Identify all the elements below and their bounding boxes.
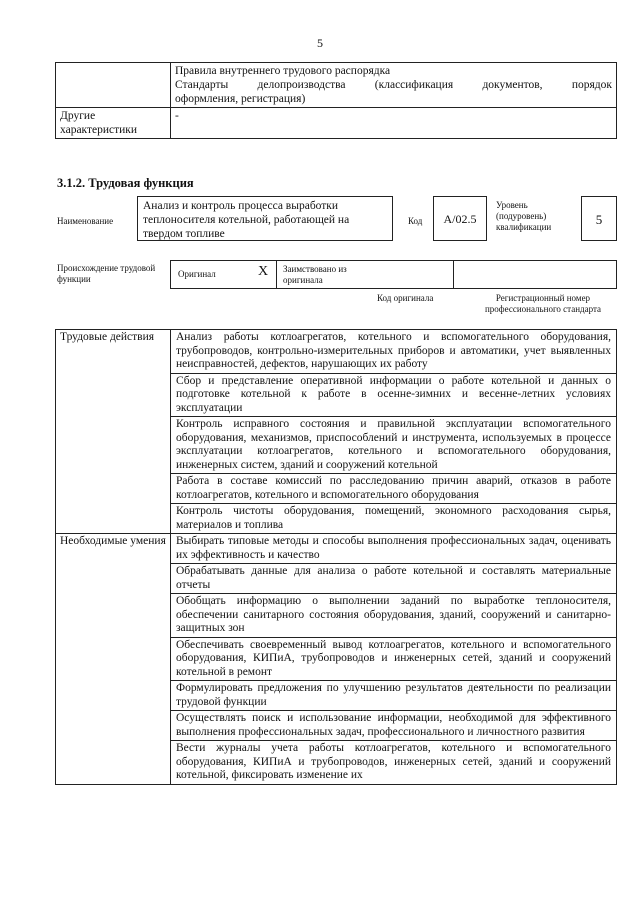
labor-actions-label: Трудовые действия: [56, 330, 171, 534]
skill-item: Вести журналы учета работы котлоагрегатов, котельного и вспомогательного оборудования, КИПиА и трубопроводов, инженерных сетей, зданий и сооружений котельной, фиксировать изменение их: [171, 741, 617, 785]
level-label: Уровень (подуровень) квалификации: [496, 200, 552, 232]
text-line: оформления, регистрация): [175, 93, 306, 105]
skill-item: Обеспечивать своевременный вывод котлоагрегатов, котельного и вспомогательного оборудования, КИПиА, трубопроводов и инженерных сетей, зданий и сооружений котельной в ремонт: [171, 637, 617, 681]
labor-action-item: Контроль исправного состояния и правильной эксплуатации вспомогательного оборудования, механизмов, приспособлений и инструмента, используемых в процессе эксплуатации котлоагрегатов, котельного и вспомогательного оборудования, инженерных систем, зданий и сооружений котельной: [171, 417, 617, 474]
name-label: Наименование: [57, 216, 114, 226]
reg-number-box: [453, 260, 617, 289]
skill-item: Осуществлять поиск и использование информации, необходимой для эффективного выполнения профессиональных задач, профессионального и личностного развития: [171, 711, 617, 741]
top-table: [55, 62, 617, 139]
name-value: Анализ и контроль процесса выработки теплоносителя котельной, работающей на твердом топливе: [137, 196, 393, 241]
text-line: Стандарты делопроизводства (классификация документов, порядок: [175, 79, 612, 91]
origin-label: Происхождение трудовой функции: [57, 263, 156, 284]
section-title: 3.1.2. Трудовая функция: [57, 176, 194, 190]
skill-item: Выбирать типовые методы и способы выполнения профессиональных задач, оценивать их эффективность и качество: [171, 534, 617, 564]
original-label: Оригинал: [178, 269, 216, 279]
borrowed-label: Заимствовано из оригинала: [283, 264, 347, 285]
code-label: Код: [408, 216, 423, 226]
level-value: 5: [581, 196, 617, 241]
required-skills-label: Необходимые умения: [56, 534, 171, 785]
other-characteristics-label: Другие характеристики: [56, 108, 171, 139]
reg-number-label: Регистрационный номер профессионального стандарта: [484, 293, 602, 314]
origin-mark: X: [258, 264, 269, 279]
code-original-label: Код оригинала: [377, 293, 434, 303]
skill-item: Формулировать предложения по улучшению результатов деятельности по реализации трудовой функции: [171, 681, 617, 711]
top-table-row1-value: [171, 63, 617, 108]
labor-action-item: Контроль чистоты оборудования, помещений, экономного расходования сырья, материалов и топлива: [171, 504, 617, 534]
labor-action-item: Сбор и представление оперативной информации о работе котельной и данных о подготовке котельной к работе в осенне-зимних и весенне-летних условиях эксплуатации: [171, 373, 617, 417]
skill-item: Обобщать информацию о выполнении заданий по выработке теплоносителя, обеспечении санитарного состояния оборудования, зданий, сооружений и санитарно-защитных зон: [171, 594, 617, 638]
skill-item: Обрабатывать данные для анализа о работе котельной и составлять материальные отчеты: [171, 564, 617, 594]
text-line: Правила внутреннего трудового распорядка: [175, 65, 391, 77]
top-table-empty-label: [56, 63, 171, 108]
labor-action-item: Анализ работы котлоагрегатов, котельного и вспомогательного оборудования, трубопроводов, контрольно-измерительных приборов и автоматики, учет выявленных неисправностей, дефектов, нарушающих их работу: [171, 330, 617, 374]
other-characteristics-value: -: [171, 108, 617, 139]
page-number: 5: [317, 36, 323, 50]
main-table: [55, 329, 617, 785]
labor-action-item: Работа в составе комиссий по расследованию причин аварий, отказов в работе котлоагрегатов, котельного и вспомогательного оборудования: [171, 474, 617, 504]
code-value: A/02.5: [433, 196, 487, 241]
